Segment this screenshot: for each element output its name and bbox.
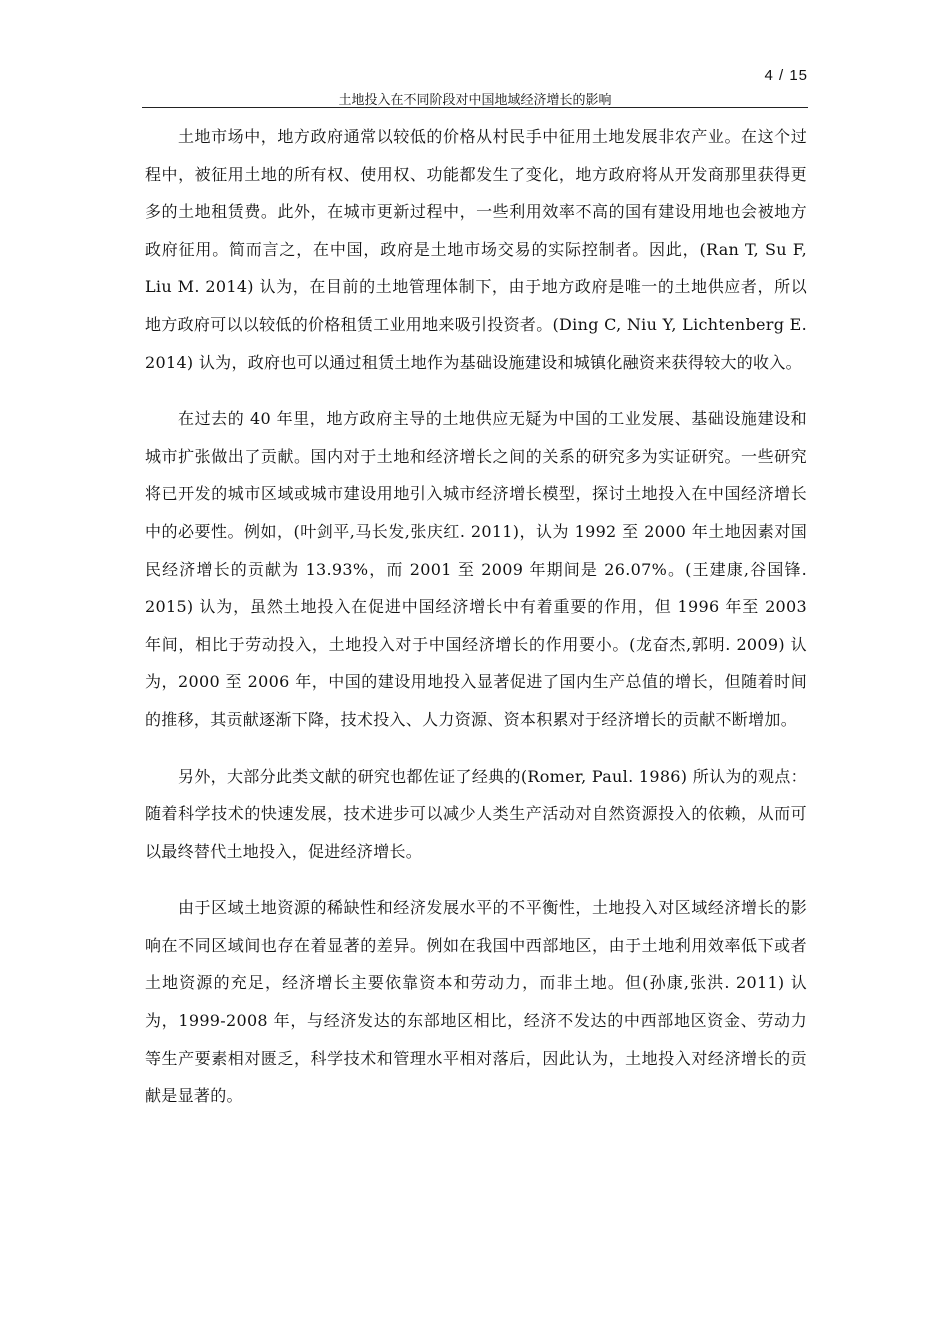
paragraph-1: 土地市场中，地方政府通常以较低的价格从村民手中征用土地发展非农产业。在这个过程中，被征用土地的所有权、使用权、功能都发生了变化，地方政府将从开发商那里获得更多的土地租赁费。此外，在城市更新过程中，一些利用效率不高的国有建设用地也会被地方政府征用。简而言之，在中国，政府是土地市场交易的实际控制者。因此，(Ran T, Su F, Liu M. 2014) 认为，在目前的土地管理体制下，由于地方政府是唯一的土地供应者，所以地方政府可以以较低的价格租赁工业用地来吸引投资者。(Ding C, Niu Y, Lichtenberg E. 2014) 认为，政府也可以通过租赁土地作为基础设施建设和城镇化融资来获得较大的收入。 [145,127,808,372]
paragraph-4: 由于区域土地资源的稀缺性和经济发展水平的不平衡性，土地投入对区域经济增长的影响在不同区域间也存在着显著的差异。例如在我国中西部地区，由于土地利用效率低下或者土地资源的充足，经济增长主要依靠资本和劳动力，而非土地。但(孙康,张洪. 2011) 认为，1999-2008 年，与经济发达的东部地区相比，经济不发达的中西部地区资金、劳动力等生产要素相对匮乏，科学技术和管理水平相对落后，因此认为，土地投入对经济增长的贡献是显著的。 [145,898,807,1106]
header-divider [142,107,808,108]
page-number: 4 / 15 [764,67,808,84]
document-body [145,118,807,1134]
paragraph-3: 另外，大部分此类文献的研究也都佐证了经典的(Romer, Paul. 1986) 所认为的观点：随着科学技术的快速发展，技术进步可以减少人类生产活动对自然资源投入的依赖，从而可以最终替代土地投入，促进经济增长。 [145,766,807,861]
paragraph-2: 在过去的 40 年里，地方政府主导的土地供应无疑为中国的工业发展、基础设施建设和城市扩张做出了贡献。国内对于土地和经济增长之间的关系的研究多为实证研究。一些研究将已开发的城市区域或城市建设用地引入城市经济增长模型，探讨土地投入在中国经济增长中的必要性。例如，(叶剑平,马长发,张庆红. 2011)，认为 1992 至 2000 年土地因素对国民经济增长的贡献为 13.93%，而 2001 至 2009 年期间是 26.07%。(王建康,谷国锋. 2015) 认为，虽然土地投入在促进中国经济增长中有着重要的作用，但 1996 年至 2003 年间，相比于劳动投入，土地投入对于中国经济增长的作用要小。(龙奋杰,郭明. 2009) 认为，2000 至 2006 年，中国的建设用地投入显著促进了国内生产总值的增长，但随着时间的推移，其贡献逐渐下降，技术投入、人力资源、资本积累对于经济增长的贡献不断增加。 [145,409,807,729]
running-title: 土地投入在不同阶段对中国地域经济增长的影响 [338,93,612,108]
